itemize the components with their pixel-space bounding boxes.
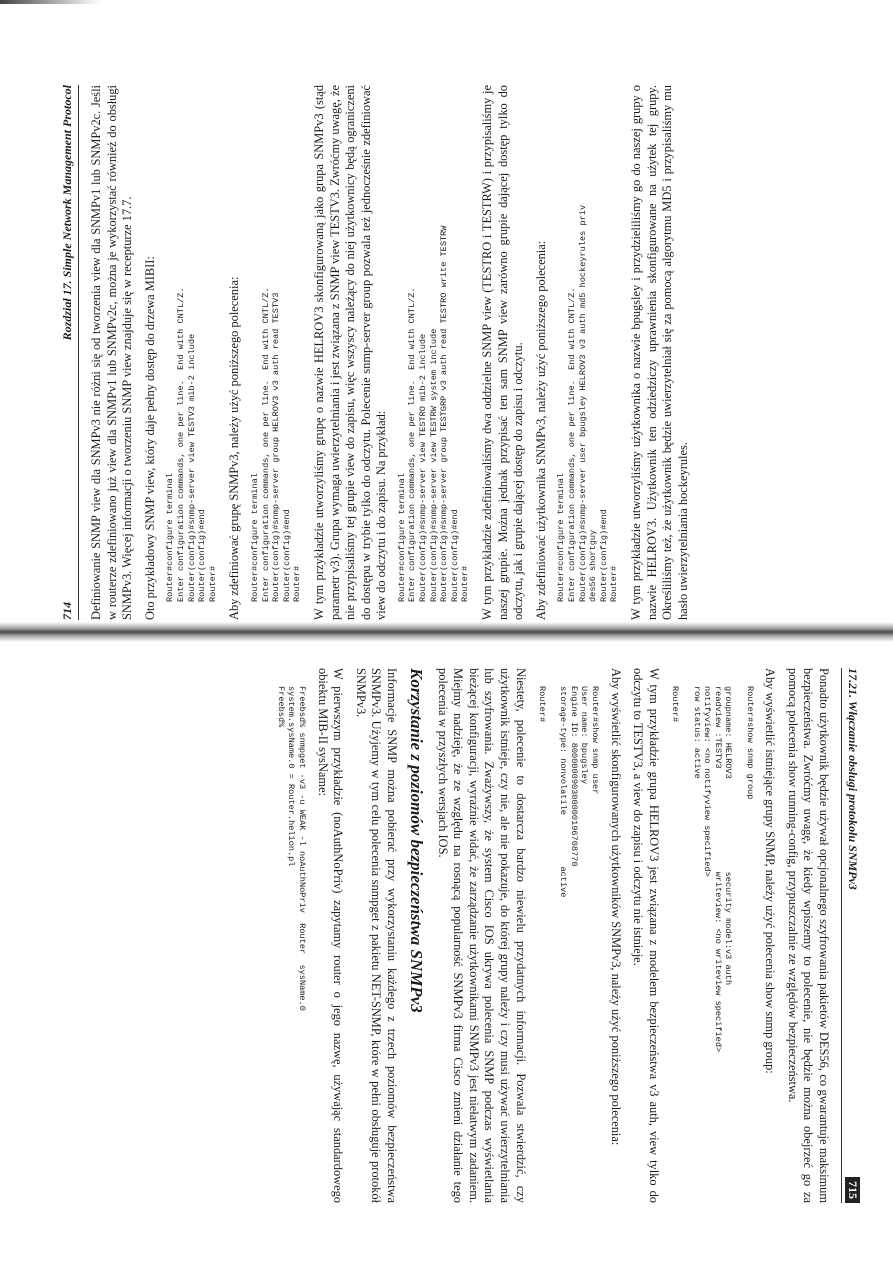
page-715 xyxy=(60,668,860,1203)
paragraph: Aby zdefiniować użytkownika SNMPv3, należy użyć poniższego polecenia: xyxy=(533,240,548,620)
book-gutter xyxy=(0,622,893,642)
code-block: Router#show snmp group groupname: HELROV3 security model:v3 auth readview :TESTV3 writeview: <no writeview specified> notifyview: <no notifyview specified> row status: active Router# xyxy=(670,686,755,1053)
paragraph: Aby wyświetlić skonfigurowanych użytkowników SNMPv3, należy użyć poniższego polecenia: xyxy=(608,668,623,1146)
paragraph: W tym przykładzie zdefiniowaliśmy dwa oddzielne SNMP view (TESTRO i TESTRW) i przypisaliśmy je naszej grupie. Można jednak przypisać ten sam SNMP view zarówno grupie dającej dostęp tylko do odczytu, jak i grupie dającej dostęp do zapisu i odczytu. xyxy=(480,85,526,620)
code-block: Router#show snmp user User name: bpugsley Engine ID: 800000090300000196708770 storage-type: nonvolatile active Router# xyxy=(537,686,601,898)
paragraph: Definiowanie SNMP view dla SNMPv3 nie różni się od tworzenia view dla SNMPv1 lub SNMPv2c. Jeśli w routerze zdefiniowano już view dla SNMPv1 lub SNMPv2c, można je wykorzystać również do obsługi SNMPv3. Więcej informacji o tworzeniu SNMP view znajduje się w recepturze 17.7. xyxy=(89,85,135,620)
code-block: Router#configure terminal Enter configuration commands, one per line. End with CNTL/Z. Router(config)#snmp-server view TESTV3 mib-2 include Router(config)#end Router# xyxy=(165,287,218,602)
section-heading: Korzystanie z poziomów bezpieczeństwa SNMPv3 xyxy=(406,668,426,1013)
running-head xyxy=(60,85,79,620)
running-title: Rozdział 17. Simple Network Management Protocol xyxy=(60,85,74,341)
paragraph: W tym przykładzie grupa HELROV3 jest związana z modelem bezpieczeństwa v3 auth, view tylko do odczytu to TESTV3, a view do zapisu i odczytu nie istnieje. xyxy=(631,668,661,1203)
paragraph: Niestety, polecenie to dostarcza bardzo niewielu przydatnych informacji. Pozwala stwierdzić, czy użytkownik istnieje, czy nie, ale nie pokazuje, do której grupy należy i czy musi używać uwierzytelniania lub szyfrowania. Zważywszy, że system Cisco IOS ukrywa polecenia SNMP podczas wyświetlania bieżącej konfiguracji, wyraźnie widać, że zarządzanie użytkownikami SNMPv3 jest niełatwym zadaniem. Miejmy nadzieję, że ze względu na rosnącą popularność SNMPv3 firma Cisco zmieni działanie tego polecenia w przyszłych wersjach IOS. xyxy=(435,668,528,1203)
running-head xyxy=(841,668,860,1203)
code-block: Freebsd% snmpget -v3 -u WEAK -l noAuthNoPriv Router sysName.0 system.sysName.0 = Router.helion.pl Freebsd% xyxy=(275,686,307,1011)
paragraph: Oto przykładowy SNMP view, który daje pełny dostęp do drzewa MIBII: xyxy=(142,256,157,620)
paragraph: Informacje SNMP można pobierać przy wykorzystaniu każdego z trzech poziomów bezpieczeństwa SNMPv3. Użyjemy w tym celu polecenia snmpget z pakietu NET-SNMP, które w pełni obsługuje protokół SNMPv3. xyxy=(353,668,399,1203)
running-title: 17.21. Włączanie obsługi protokołu SNMPv3 xyxy=(846,668,860,890)
paragraph: W tym przykładzie utworzyliśmy użytkownika o nazwie bpugsley i przydzieliliśmy go do naszej grupy o nazwie HELROV3. Użytkownik ten odziedziczy uprawnienia skonfigurowane na użytek tej grupy. Określiliśmy też, że użytkownik będzie uwierzytelniał się za pomocą algorytmu MD5 i przypisaliśmy mu hasło uwierzytelniania hockeyrules. xyxy=(628,85,690,620)
page-number: 715 xyxy=(845,1177,860,1203)
scan-edge xyxy=(0,0,100,4)
paragraph: Ponadto użytkownik będzie używał opcjonalnego szyfrowania pakietów DES56, co gwarantuje maksimum bezpieczeństwa. Zwróćmy uwagę, że kiedy wpiszemy to polecenie, nie będzie można obejrzeć go za pomocą polecenia show running-config, przypuszczalnie ze względów bezpieczeństwa. xyxy=(785,668,831,1203)
paragraph: W pierwszym przykładzie (noAuthNoPriv) zapytamy router o jego nazwę, używając standardowego obiektu MIB-II sysName: xyxy=(315,668,346,1203)
paragraph: Aby zdefiniować grupę SNMPv3, należy użyć poniższego polecenia: xyxy=(227,276,242,620)
paragraph: Aby wyświetlić istniejące grupy SNMP, należy użyć polecenia show snmp group: xyxy=(763,668,778,1074)
paragraph: W tym przykładzie utworzyliśmy grupę o nazwie HELROV3 skonfigurowaną jako grupa SNMPv3 (stąd parametr v3). Grupa wymaga uwierzytelniania i jest związana z SNMP view TESTV3. Zwróćmy uwagę, że nie przypisaliśmy tej grupie view do zapisu, więc wszyscy należący do niej użytkownicy będą ograniczeni do dostępu w trybie tylko do odczytu. Polecenie snmp-server group pozwala też jednocześnie zdefiniować view do odczytu i do zapisu. Na przykład: xyxy=(311,85,389,620)
code-block: Router#configure terminal Enter configuration commands, one per line. End with CNTL/Z. Router(config)#snmp-server view TESTRO mib-2 include Router(config)#snmp-server view TESTRW system include Router(config)#snmp-server group TESTGRP v3 auth read TESTRO write TESTRW Router(config)#end Router# xyxy=(396,225,471,602)
page-714 xyxy=(60,85,860,620)
page-number: 714 xyxy=(60,602,74,620)
code-block: Router#configure terminal Enter configuration commands, one per line. End with CNTL/Z. Router(config)#snmp-server group HELROV3 v3 auth read TESTV3 Router(config)#end Router# xyxy=(249,287,303,602)
code-block: Router#configure terminal Enter configuration commands, one per line. End with CNTL/Z. Router(config)#snmp-server user bpugsley HELROV3 v3 auth md5 hockeyrules priv des56 shortguy Router(config)#end Router# xyxy=(556,204,620,602)
